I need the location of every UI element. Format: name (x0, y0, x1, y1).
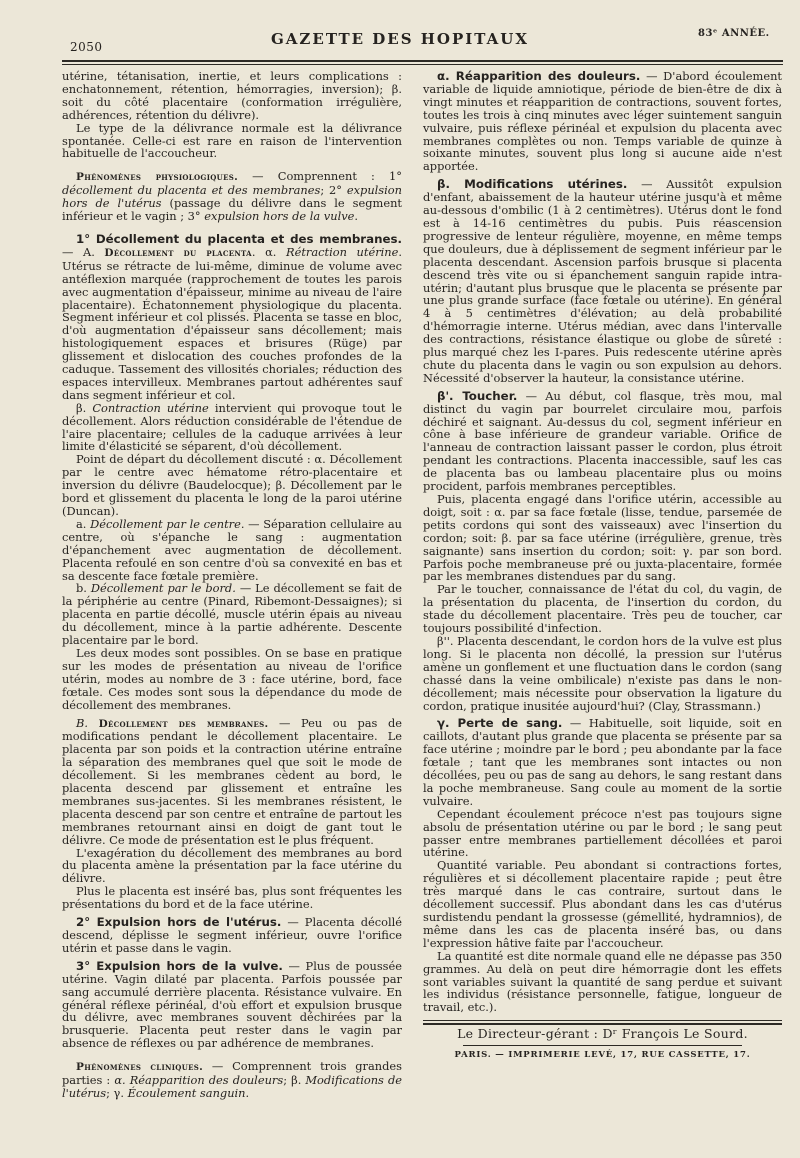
left-column (62, 70, 402, 1100)
page-number: 2050 (70, 40, 103, 54)
paragraph: Cependant écoulement précoce n'est pas toujours signe absolu de présentation utérine ou par le bord ; le sang peut passer entre membranes partiellement décollées et paroi utérine. (423, 806, 782, 860)
section-clinical: Phénomènes cliniques. — Comprennent trois grandes parties : α. Réapparition des douleurs; β. Modifications de l'utérus; γ. Écoulement sanguin. (62, 1059, 402, 1100)
paragraph: Puis, placenta engagé dans l'orifice utérin, accessible au doigt, soit : α. par sa face fœtale (lisse, tendue, parsemée de petits cordons qui sont des vaisseaux) avec l'insertion du cordon; soit: β. par sa face utérine (irrégulière, grenue, très saignante) sans insertion du cordon; soit: γ. par son bord. Parfois poche membraneuse pré ou juxta-placentaire, formée par les membranes distendues par du sang. (423, 492, 782, 584)
paragraph: Quantité variable. Peu abondant si contractions fortes, régulières et si décollement placentaire rapide ; peut être très marqué dans le cas contraire, surtout dans le décollement successif. Plus abondant dans les cas d'utérus surdistendu pendant la grossesse (gémellité, hydramnios), de même dans les cas de placenta inséré bas, ou dans l'expression hâtive faite par l'accoucheur. (423, 858, 782, 950)
section-toucher: β'. Toucher. — Au début, col flasque, très mou, mal distinct du vagin par bourrelet circulaire mou, parfois déchiré et saignant. Au-dessus du col, segment inférieur en cône à base inférieure de grandeur variable. Orifice de l'anneau de contraction laissant passer le cordon, plus étroit pendant les contractions. Placenta inaccessible, sauf les cas de placenta bas ou lambeau placentaire plus ou moins procident, parfois membranes perceptibles. (423, 388, 782, 494)
section-physiological: Phénomènes physiologiques. — Comprennent : 1° décollement du placenta et des membranes; 2° expulsion hors de l'utérus (passage du délivre dans le segment inférieur et le vagin ; 3° expulsion hors de la vulve. (62, 169, 402, 224)
paragraph: β''. Placenta descendant, le cordon hors de la vulve est plus long. Si le placenta non décollé, la pression sur l'utérus amène un gonflement et une fluctuation dans le cordon (sang chassé dans la veine ombilicale) n'existe pas dans le non-décollement; mais nécessite pour observation la ligature du cordon, pratique inusitée aujourd'hui? (Clay, Strassmann.) (423, 633, 782, 713)
editor-credit: Le Directeur-gérant : Dʳ François Le Sourd. (457, 1026, 748, 1042)
paragraph: Plus le placenta est inséré bas, plus sont fréquentes les présentations du bord et de la face utérine. (62, 884, 402, 912)
section-modifications: β. Modifications utérines. — Aussitôt expulsion d'enfant, abaissement de la hauteur utérine jusqu'à et même au-dessous d'ombilic (1 à 2 centimètres). Utérus dont le fond est à 14-16 centimètres du pubis. Puis réascension progressive de lenteur régulière, moyenne, en même temps que douleurs, due à déplissement de segment inférieur par le placenta descendant. Ascension parfois brusque si placenta descend très vite ou si épanchement sanguin rapide intra-utérin; d'autant plus brusque que le placenta se présente par une plus grande surface (face fœtale ou utérine). En général 4 à 5 centimètres d'élévation; au delà probabilité d'hémorragie interne. Utérus médian, avec dans l'intervalle des contractions, résistance élastique ou globe de sûreté : plus marqué chez les I-pares. Puis redescente utérine après chute du placenta dans le vagin ou son expulsion au dehors. Nécessité d'observer la hauteur, la consistance utérine. (423, 177, 783, 385)
right-column (423, 70, 782, 1062)
paragraph: L'exagération du décollement des membranes au bord du placenta amène la présentation par la face utérine du délivre. (62, 845, 402, 886)
paragraph: utérine, tétanisation, inertie, et leurs complications : enchatonnement, rétention, hémorragies, inversion); β. soit du côté placentaire (conformation irrégulière, adhérences, rétention du délivre). (62, 69, 402, 122)
section-expulsion-uterus: 2° Expulsion hors de l'utérus. — Placenta décollé descend, déplisse le segment inférieur, ouvre l'orifice utérin et passe dans le vagin. (62, 915, 403, 955)
journal-title: GAZETTE DES HOPITAUX (270, 30, 529, 48)
header-rule-thin (62, 64, 783, 65)
paragraph: Les deux modes sont possibles. On se base en pratique sur les modes de présentation au niveau de l'orifice utérin, modes au nombre de 3 : face utérine, bord, face fœtale. Ces modes sont sous la dépendance du mode de décollement des membranes. (62, 645, 402, 712)
paragraph: b. Décollement par le bord. — Le décollement se fait de la périphérie au centre (Pinard, Ribemont-Dessaignes); si placenta en partie décollé, muscle utérin épais au niveau du décollement, mince à la partie adhérente. Descente placentaire par le bord. (62, 581, 402, 648)
section-decollement: 1° Décollement du placenta et des membranes. — A. Décollement du placenta. α. Rétraction utérine. Utérus se rétracte de lui-même, diminue de volume avec antéflexion marquée (rapprochement de toutes les parois avec augmentation d'épaisseur, minime au niveau de l'aire placentaire). Échatonnement physiologique du placenta. Segment inférieur et col plissés. Placenta se tasse en bloc, d'où augmentation d'épaisseur sans décollement; mais histologiquement espaces et brisures (Rüge) par glissement et dislocation des couches profondes de la caduque. Tassement des villosités choriales; réduction des espaces intervilleux. Membranes partout adhérentes sauf dans segment inférieur et col. (62, 231, 402, 402)
section-expulsion-vulve: 3° Expulsion hors de la vulve. — Plus de poussée utérine. Vagin dilaté par placenta. Parfois poussée par sang accumulé derrière placenta. Résistance vulvaire. En général réflexe périnéal, d'où effort et expulsion brusque du délivre, avec membranes souvent déchirées par la brusquerie. Placenta peut rester dans le vagin par absence de réflexes ou par adhérence de membranes. (62, 958, 402, 1051)
printer-credit: PARIS. — IMPRIMERIE LEVÉ, 17, RUE CASSETTE, 17. (454, 1050, 751, 1061)
section-membranes: B. Décollement des membranes. — Peu ou pas de modifications pendant le décollement placentaire. Le placenta par son poids et la contraction utérine entraîne la séparation des membranes quel que soit le mode de décollement. Si les membranes cèdent au bord, le placenta descend par glissement et entraîne les membranes sus-jacentes. Si les membranes résistent, le placenta descend par son centre et entraîne de partout les membranes retournant ainsi en doigt de gant tout le délivre. Ce mode de présentation est le plus fréquent. (62, 715, 402, 847)
footer-rule (423, 1020, 782, 1021)
header-rule-thick (62, 60, 783, 62)
paragraph: La quantité est dite normale quand elle ne dépasse pas 350 grammes. Au delà on peut dire hémorragie dont les effets sont variables suivant la quantité de sang perdue et suivant les individus (résistance personnelle, fatigue, longueur de travail, etc.). (423, 948, 782, 1015)
paragraph: a. Décollement par le centre. — Séparation cellulaire au centre, où s'épanche le sang : augmentation d'épanchement avec augmentation de décollement. Placenta refoulé en son centre d'où sa convexité en bas et sa descente face fœtale première. (62, 516, 402, 583)
section-douleurs: α. Réapparition des douleurs. — D'abord écoulement variable de liquide amniotique, période de bien-être de dix à vingt minutes et réapparition de contractions, souvent fortes, toutes les trois à cinq minutes avec léger suintement sanguin vulvaire, puis réflexe périnéal et expulsion du placenta avec membranes complètes ou non. Temps variable de quinze à soixante minutes, souvent plus long si aucune aide n'est apportée. (423, 69, 782, 174)
page-header (0, 0, 800, 68)
section-perte-sang: γ. Perte de sang. — Habituelle, soit liquide, soit en caillots, d'autant plus grande que placenta se présente par sa face utérine ; moindre par le bord ; peu abondante par la face fœtale ; tant que les membranes sont intactes ou non décollées, peu ou pas de sang au dehors, le sang restant dans la poche membraneuse. Sang coule au moment de la sortie vulvaire. (423, 716, 782, 808)
footer-rule (423, 1023, 782, 1025)
paragraph: Par le toucher, connaissance de l'état du col, du vagin, de la présentation du placenta, de l'insertion du cordon, du stade du décollement placentaire. Très peu de toucher, car toujours possibilité d'infection. (423, 582, 782, 636)
paragraph: Point de départ du décollement discuté : α. Décollement par le centre avec hématome rétro-placentaire et inversion du délivre (Baudelocque); β. Décollement par le bord et glissement du placenta le long de la paroi utérine (Duncan). (62, 452, 402, 518)
paragraph: Le type de la délivrance normale est la délivrance spontanée. Celle-ci est rare en raison de l'intervention habituelle de l'accoucheur. (62, 120, 402, 161)
paragraph: β. Contraction utérine intervient qui provoque tout le décollement. Alors réduction considérable de l'étendue de l'aire placentaire; cellules de la caduque arrivées à leur limite d'élasticité se séparent, d'où décollement. (62, 400, 402, 454)
footer-rule (463, 1045, 742, 1046)
volume-year: 83ᵉ ANNÉE. (698, 28, 770, 39)
